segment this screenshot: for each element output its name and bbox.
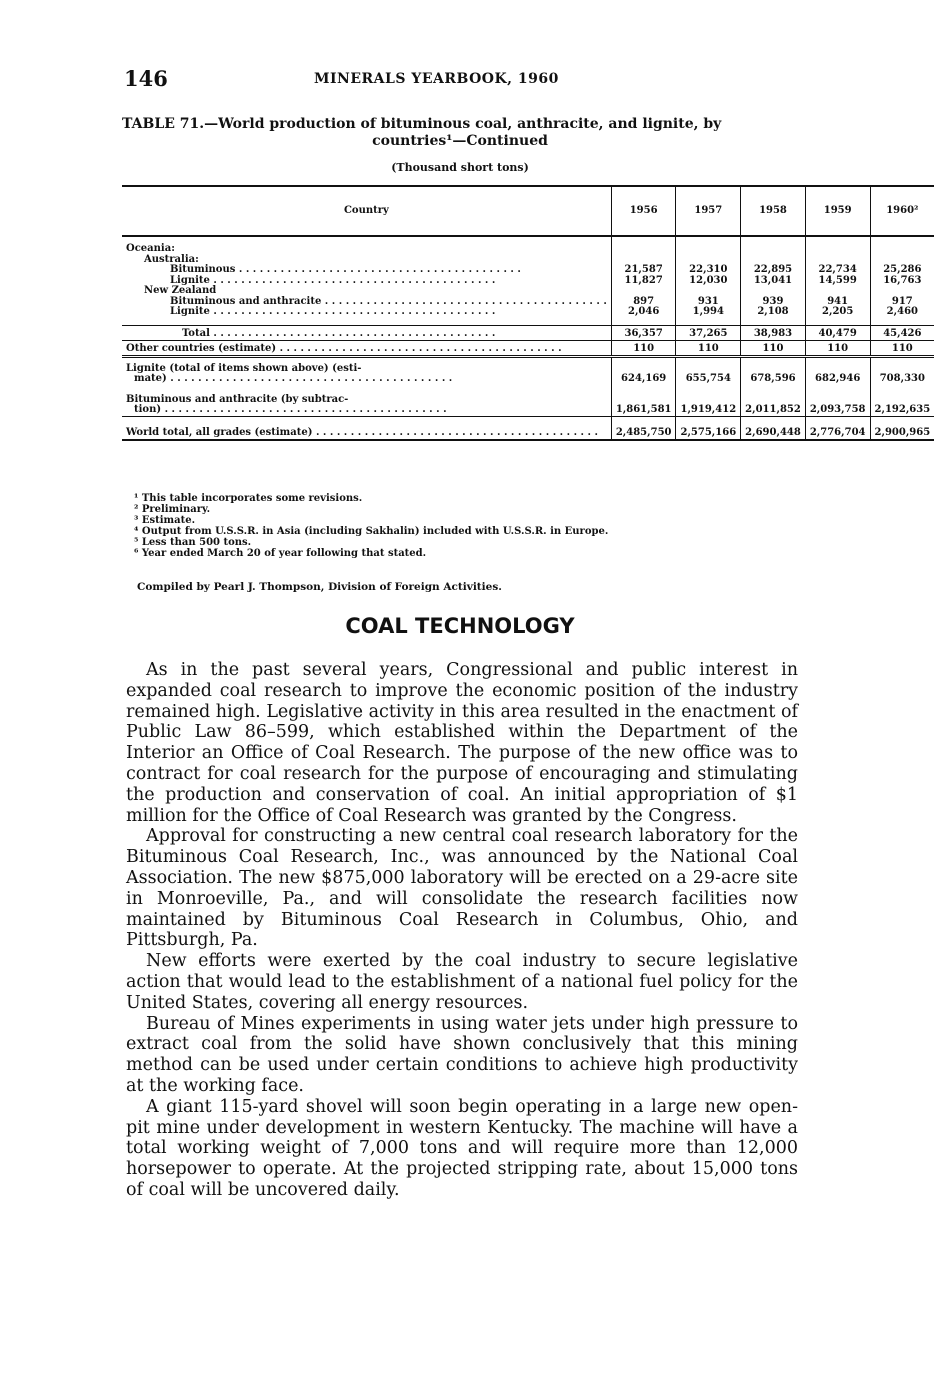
row-label: Other countries (estimate) . . . (126, 343, 562, 354)
cell: 2,776,704 (805, 416, 870, 440)
footnote: ¹ This table incorporates some revisions. (134, 493, 363, 504)
cell: 110 (741, 340, 806, 356)
cell: 678,596 (741, 374, 806, 385)
row-label: World total, all grades (estimate) . . . (126, 427, 598, 438)
body-text (126, 660, 798, 1201)
cell: 25,286 (870, 265, 934, 276)
subregion-label: Australia: (144, 253, 199, 265)
cell: 37,265 (676, 325, 741, 340)
cell: 110 (805, 340, 870, 356)
cell: 36,357 (611, 325, 676, 340)
footnotes (134, 493, 608, 559)
table-row (122, 325, 934, 340)
table-header-row (122, 186, 934, 236)
col-header: Country (122, 186, 611, 236)
table-row (122, 356, 934, 374)
footnote: ³ Estimate. (134, 515, 196, 526)
footnote: ⁵ Less than 500 tons. (134, 537, 252, 548)
cell: 110 (611, 340, 676, 356)
table-row (122, 340, 934, 356)
cell: 2,093,758 (805, 405, 870, 416)
col-header: 1956 (611, 186, 676, 236)
cell: 931 (676, 297, 741, 308)
row-label-line2: mate) . . . (134, 373, 452, 384)
cell: 11,827 (611, 276, 676, 287)
cell: 2,575,166 (676, 416, 741, 440)
cell: 2,011,852 (741, 405, 806, 416)
table-row (122, 416, 934, 440)
region-label: Oceania: (126, 243, 175, 254)
table-row (122, 276, 934, 287)
cell: 13,041 (741, 276, 806, 287)
paragraph: Approval for constructing a new central coal research laboratory for the Bituminous Coal Research, Inc., was announced by the National Coal Association. The new $875,000 laboratory will be erected on a 29-acre site in Monroeville, Pa., and will consolidate the research facilities now maintained by Bituminous Coal Research in Columbus, Ohio, and Pittsburgh, Pa. (126, 826, 798, 951)
cell: 1,919,412 (676, 405, 741, 416)
col-header: 1960² (870, 186, 934, 236)
cell: 40,479 (805, 325, 870, 340)
row-label: Bituminous and anthracite . . . (170, 296, 607, 307)
cell: 16,763 (870, 276, 934, 287)
table-title (122, 116, 798, 150)
table-row (122, 244, 934, 255)
table-row (122, 307, 934, 318)
row-label: Total . . . (182, 328, 495, 339)
cell: 22,310 (676, 265, 741, 276)
paragraph: Bureau of Mines experiments in using water jets under high pressure to extract coal from the solid have shown conclusively that this mining method can be used under certain conditions to achieve high productivity at the working face. (126, 1013, 798, 1096)
cell: 624,169 (611, 374, 676, 385)
paragraph: A giant 115-yard shovel will soon begin operating in a large new open-pit mine under development in western Kentucky. The machine will have a total working weight of 7,000 tons and will require more than 12,000 horsepower to operate. At the projected stripping rate, about 15,000 tons of coal will be uncovered daily. (126, 1096, 798, 1200)
cell: 2,205 (805, 307, 870, 318)
cell: 2,900,965 (870, 416, 934, 440)
cell: 2,046 (611, 307, 676, 318)
cell: 1,994 (676, 307, 741, 318)
col-header: 1957 (676, 186, 741, 236)
table-units: (Thousand short tons) (391, 161, 529, 174)
cell: 22,895 (741, 265, 806, 276)
cell: 2,108 (741, 307, 806, 318)
col-header: 1958 (741, 186, 806, 236)
cell: 110 (870, 340, 934, 356)
running-title: MINERALS YEARBOOK, 1960 (314, 71, 559, 87)
cell: 708,330 (870, 374, 934, 385)
cell: 2,460 (870, 307, 934, 318)
footnote: ² Preliminary. (134, 504, 211, 515)
page-number: 146 (124, 66, 168, 91)
row-label-line1: Lignite (total of items shown above) (esti- (126, 362, 362, 374)
cell: 38,983 (741, 325, 806, 340)
cell: 1,861,581 (611, 405, 676, 416)
cell: 655,754 (676, 374, 741, 385)
footnote: ⁶ Year ended March 20 of year following that stated. (134, 548, 427, 559)
cell: 2,485,750 (611, 416, 676, 440)
cell: 917 (870, 297, 934, 308)
paragraph: New efforts were exerted by the coal industry to secure legislative action that would lead to the establishment of a national fuel policy for the United States, covering all energy resources. (126, 951, 798, 1013)
footnote: ⁴ Output from U.S.S.R. in Asia (including Sakhalin) included with U.S.S.R. in Europe. (134, 526, 609, 537)
cell: 2,690,448 (741, 416, 806, 440)
row-label: Lignite . . . (170, 275, 495, 286)
row-label: Bituminous . . . (170, 264, 521, 275)
cell: 110 (676, 340, 741, 356)
row-label: Lignite . . . (170, 306, 495, 317)
table-title-line1: TABLE 71.—World production of bituminous coal, anthracite, and lignite, by (122, 116, 722, 132)
row-label-line2: tion) . . . (134, 404, 447, 415)
col-header: 1959 (805, 186, 870, 236)
production-table (122, 185, 934, 441)
table-row (122, 405, 934, 416)
subregion-label: New Zealand (144, 285, 217, 296)
cell: 22,734 (805, 265, 870, 276)
row-label-line1: Bituminous and anthracite (by subtrac- (126, 393, 349, 405)
table-title-line2: countries¹—Continued (372, 133, 548, 149)
cell: 45,426 (870, 325, 934, 340)
table-row (122, 374, 934, 385)
cell: 939 (741, 297, 806, 308)
section-title: COAL TECHNOLOGY (345, 614, 575, 638)
cell: 2,192,635 (870, 405, 934, 416)
cell: 682,946 (805, 374, 870, 385)
cell: 14,599 (805, 276, 870, 287)
cell: 941 (805, 297, 870, 308)
page-header (124, 66, 797, 96)
cell: 12,030 (676, 276, 741, 287)
paragraph: As in the past several years, Congressional and public interest in expanded coal research to improve the economic position of the industry remained high. Legislative activity in this area resulted in the enactment of Public Law 86–599, which established within the Department of the Interior an Office of Coal Research. The purpose of the new office was to contract for coal research for the purpose of encouraging and stimulating the production and conservation of coal. An initial appropriation of $1 million for the Office of Coal Research was granted by the Congress. (126, 660, 798, 826)
cell: 21,587 (611, 265, 676, 276)
compiled-by: Compiled by Pearl J. Thompson, Division of Foreign Activities. (137, 581, 502, 593)
cell: 897 (611, 297, 676, 308)
